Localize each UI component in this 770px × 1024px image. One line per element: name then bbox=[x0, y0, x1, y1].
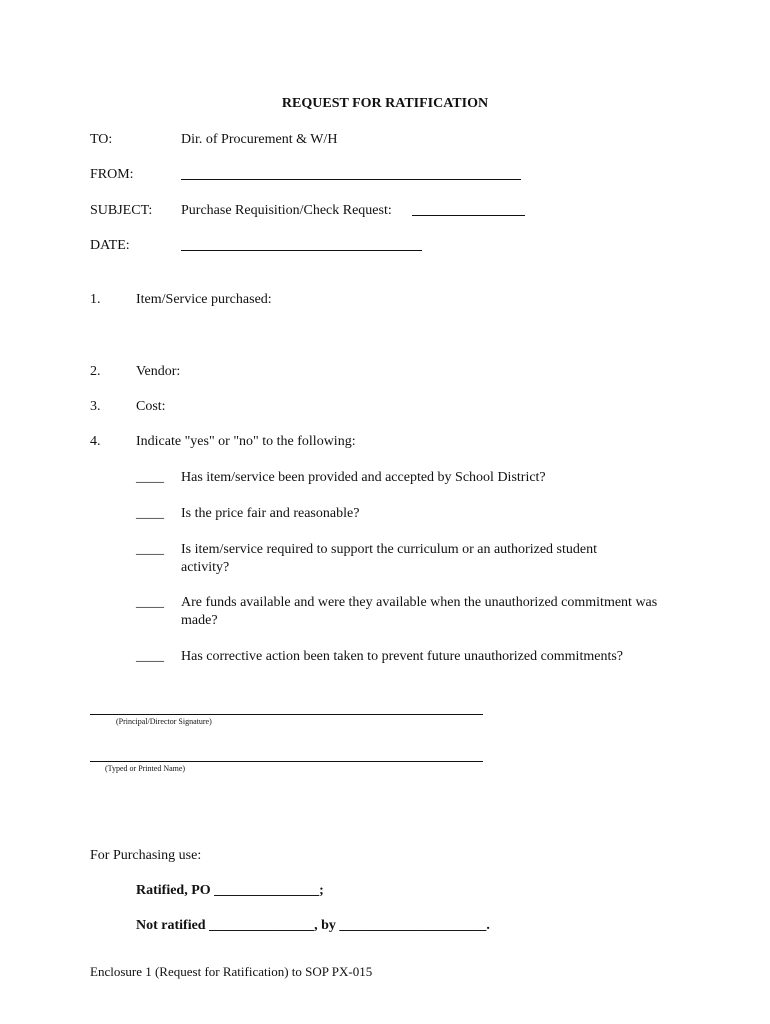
item-label: Indicate "yes" or "no" to the following: bbox=[136, 434, 356, 449]
item-label: Item/Service purchased: bbox=[136, 292, 272, 307]
from-label: FROM: bbox=[90, 167, 134, 182]
date-blank-line bbox=[181, 250, 422, 251]
subject-blank-line bbox=[412, 215, 525, 216]
from-blank-line bbox=[181, 179, 521, 180]
question-blank: ____ bbox=[136, 506, 164, 521]
item-number: 2. bbox=[90, 364, 101, 379]
question-blank: ____ bbox=[136, 649, 164, 664]
question-blank: ____ bbox=[136, 470, 164, 485]
question-blank: ____ bbox=[136, 595, 164, 610]
page-title: REQUEST FOR RATIFICATION bbox=[281, 96, 489, 111]
question-text: Is the price fair and reasonable? bbox=[181, 506, 360, 521]
item-number: 4. bbox=[90, 434, 101, 449]
to-value: Dir. of Procurement & W/H bbox=[181, 132, 338, 147]
item-number: 1. bbox=[90, 292, 101, 307]
printed-name-caption: (Typed or Printed Name) bbox=[105, 764, 186, 773]
not-ratified-line: Not ratified _______________, by _____________________. bbox=[136, 918, 490, 933]
question-text: Is item/service required to support the curriculum or an authorized student activity? bbox=[181, 542, 597, 575]
item-label: Vendor: bbox=[136, 364, 181, 379]
signature-line bbox=[90, 714, 483, 715]
subject-label: SUBJECT: bbox=[90, 203, 153, 218]
question-text: Has item/service been provided and accepted by School District? bbox=[181, 470, 546, 485]
question-blank: ____ bbox=[136, 542, 164, 557]
to-label: TO: bbox=[90, 132, 113, 147]
footer-text: Enclosure 1 (Request for Ratification) to SOP PX-015 bbox=[90, 964, 373, 979]
purchasing-heading: For Purchasing use: bbox=[90, 848, 202, 863]
item-number: 3. bbox=[90, 399, 101, 414]
printed-name-line bbox=[90, 761, 483, 762]
date-label: DATE: bbox=[90, 238, 130, 253]
ratified-line: Ratified, PO _______________; bbox=[136, 883, 324, 898]
question-text: Are funds available and were they available when the unauthorized commitment was made? bbox=[181, 595, 658, 628]
subject-value: Purchase Requisition/Check Request: bbox=[181, 203, 392, 218]
item-label: Cost: bbox=[136, 399, 166, 414]
signature-caption: (Principal/Director Signature) bbox=[116, 717, 212, 726]
question-text: Has corrective action been taken to prevent future unauthorized commitments? bbox=[181, 649, 623, 664]
